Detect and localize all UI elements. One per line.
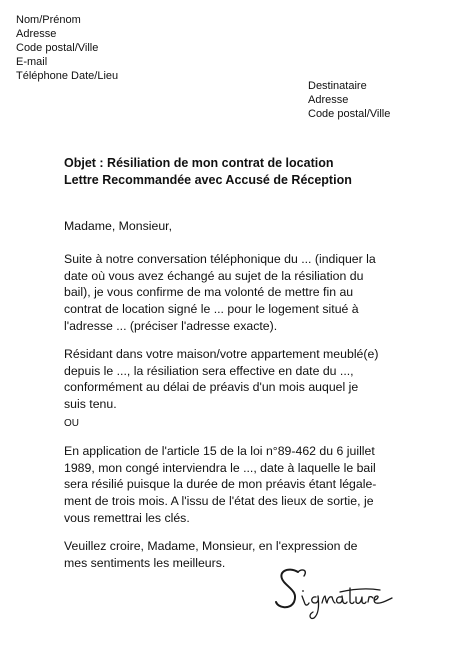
greeting: Madame, Monsieur, (64, 219, 172, 233)
paragraph-line: suis tenu. (64, 397, 117, 412)
paragraph-3 (64, 443, 424, 527)
paragraph-line: Résidant dans votre maison/votre appartement meublé(e) (64, 347, 379, 361)
paragraph-line: l'adresse ... (préciser l'adresse exacte). (64, 318, 278, 333)
handwritten-signature (268, 562, 408, 622)
recipient-name: Destinataire (308, 80, 367, 92)
paragraph-1 (64, 251, 424, 335)
paragraph-line: mes sentiments les meilleurs. (64, 555, 226, 570)
subject-line: Objet : Résiliation de mon contrat de location (64, 156, 334, 170)
paragraph-line: conformément au délai de préavis d'un mois auquel je (64, 380, 359, 395)
paragraph-line: date où vous avez échangé au sujet de la résiliation du (64, 268, 364, 283)
paragraph-line: 1989, mon congé interviendra le ..., date à laquelle le bail (64, 460, 376, 475)
paragraph-line: vous remettrai les clés. (64, 510, 190, 525)
recipient-address: Adresse (308, 94, 349, 106)
delivery-mode-line: Lettre Recommandée avec Accusé de Réception (64, 173, 352, 187)
sender-name: Nom/Prénom (16, 14, 81, 26)
sender-postal-city: Code postal/Ville (16, 42, 99, 54)
paragraph-line: depuis le ..., la résiliation sera effective en date du ..., (64, 363, 354, 378)
paragraph-line: contrat de location signé le ... pour le logement situé à (64, 302, 359, 317)
paragraph-line: En application de l'article 15 de la loi n°89-462 du 6 juillet (64, 444, 375, 458)
paragraph-line: ment de trois mois. A l'issu de l'état des lieux de sortie, je (64, 494, 374, 509)
paragraph-2 (64, 346, 424, 413)
recipient-postal-city: Code postal/Ville (308, 108, 391, 120)
paragraph-line: sera résilié puisque la durée de mon préavis étant légale- (64, 477, 377, 492)
sender-email: E-mail (16, 56, 48, 68)
paragraph-line: Suite à notre conversation téléphonique du ... (indiquer la (64, 252, 376, 266)
recipient-block (308, 79, 390, 121)
sender-phone-date-place: Téléphone Date/Lieu (16, 70, 119, 82)
subject-block (64, 155, 352, 189)
or-separator: OU (64, 418, 79, 429)
paragraph-line: Veuillez croire, Madame, Monsieur, en l'expression de (64, 539, 358, 553)
paragraph-line: bail), je vous confirme de ma volonté de mettre fin au (64, 285, 354, 300)
sender-address: Adresse (16, 28, 57, 40)
sender-block (16, 13, 118, 83)
